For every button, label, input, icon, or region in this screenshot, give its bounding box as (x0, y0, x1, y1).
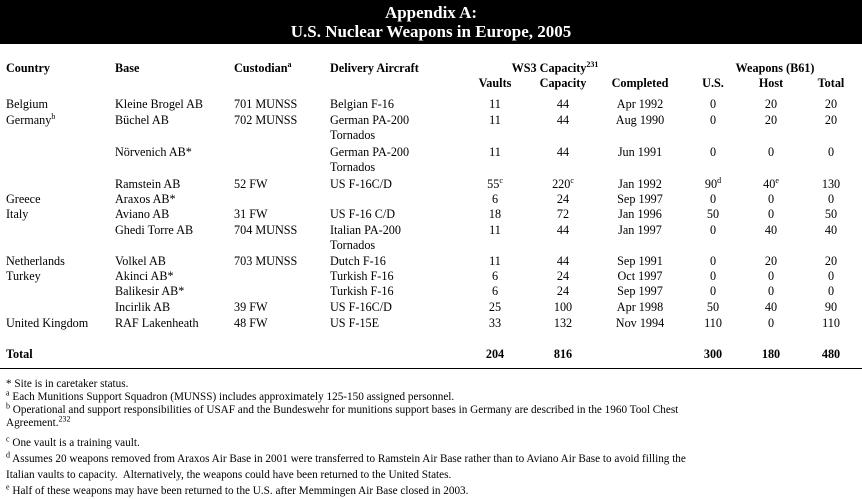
cell-us: 50 (706, 207, 720, 221)
footnote-line: * Site is in caretaker status. (6, 378, 129, 390)
total-vaults: 204 (485, 347, 505, 361)
cell-us: 0 (709, 254, 717, 268)
cell-capacity: 100 (553, 300, 573, 314)
footnote-line: $^a$ Each Munitions Support Squadron (MUNSS) includes approximately 125-150 assigned personnel. (6, 388, 455, 403)
cell-host: 0 (767, 269, 775, 283)
header-custodian: Custodian$^a$ (234, 59, 292, 75)
cell-capacity: 220$^c$ (552, 175, 574, 191)
cell-us: 0 (709, 145, 717, 159)
cell-country: Greece (6, 192, 41, 206)
cell-capacity: 132 (553, 316, 573, 330)
table-title: U.S. Nuclear Weapons in Europe, 2005 (290, 22, 572, 41)
cell-host: 0 (767, 284, 775, 298)
cell-custodian: 48 FW (234, 316, 268, 330)
cell-custodian: 52 FW (234, 177, 268, 191)
cell-aircraft-line2: Tornados (330, 128, 376, 142)
cell-aircraft: US F-16 C/D (330, 207, 396, 221)
cell-base: Ghedi Torre AB (115, 223, 194, 237)
total-host: 180 (761, 347, 781, 361)
cell-base: Volkel AB (115, 254, 166, 268)
cell-total: 50 (824, 207, 838, 221)
header-us: U.S. (702, 76, 724, 90)
cell-total: 90 (824, 300, 838, 314)
cell-aircraft: Turkish F-16 (330, 284, 394, 298)
cell-host: 0 (767, 145, 775, 159)
cell-aircraft-line2: Tornados (330, 160, 376, 174)
total-total: 480 (821, 347, 841, 361)
cell-base: Nörvenich AB* (115, 145, 192, 159)
header-ws3-capacity: WS3 Capacity$^{231}$ (511, 59, 599, 75)
cell-aircraft-line2: Tornados (330, 238, 376, 252)
cell-us: 110 (704, 316, 722, 330)
cell-base: Akinci AB* (115, 269, 174, 283)
cell-capacity: 24 (556, 284, 570, 298)
cell-aircraft: Turkish F-16 (330, 269, 394, 283)
cell-host: 40 (764, 223, 778, 237)
cell-custodian: 39 FW (234, 300, 268, 314)
header-delivery-aircraft: Delivery Aircraft (330, 61, 419, 75)
cell-capacity: 44 (556, 113, 570, 127)
cell-vaults: 55$^c$ (487, 175, 503, 191)
cell-vaults: 6 (491, 192, 499, 206)
footnote-line: $^b$ Operational and support responsibilities of USAF and the Bundeswehr for munitions support bases in Germany are described in the 1960 Tool Chest (6, 401, 679, 416)
title-banner (0, 0, 862, 44)
cell-custodian: 703 MUNSS (234, 254, 298, 268)
cell-country: Germany$^b$ (6, 111, 56, 127)
cell-host: 20 (764, 113, 778, 127)
cell-us: 0 (709, 192, 717, 206)
cell-us: 0 (709, 97, 717, 111)
header-vaults: Vaults (478, 76, 512, 90)
cell-country: Italy (6, 207, 29, 221)
cell-vaults: 11 (489, 254, 501, 268)
cell-aircraft: Italian PA-200 (330, 223, 401, 237)
cell-total: 110 (822, 316, 840, 330)
cell-country: Netherlands (6, 254, 65, 268)
cell-total: 0 (827, 284, 835, 298)
cell-completed: Apr 1998 (616, 300, 664, 314)
cell-host: 0 (767, 316, 775, 330)
cell-total: 130 (821, 177, 841, 191)
footnote-line: Agreement.$^{232}$ (6, 414, 71, 429)
cell-us: 50 (706, 300, 720, 314)
cell-completed: Nov 1994 (615, 316, 665, 330)
header-completed: Completed (611, 76, 669, 90)
cell-total: 20 (824, 97, 838, 111)
cell-vaults: 11 (489, 113, 501, 127)
header-capacity: Capacity (539, 76, 587, 90)
footnote-line: $^c$ One vault is a training vault. (6, 434, 140, 449)
cell-host: 40 (764, 300, 778, 314)
cell-us: 0 (709, 269, 717, 283)
cell-total: 0 (827, 269, 835, 283)
cell-total: 0 (827, 192, 835, 206)
cell-aircraft: US F-15E (330, 316, 380, 330)
header-weapons-b61: Weapons (B61) (735, 61, 815, 75)
total-us: 300 (703, 347, 723, 361)
cell-capacity: 44 (556, 97, 570, 111)
total-capacity: 816 (553, 347, 573, 361)
footnote-line: Italian vaults to capacity. Alternatively, the weapons could have been returned to the United States. (6, 469, 452, 481)
cell-completed: Apr 1992 (616, 97, 664, 111)
cell-capacity: 72 (556, 207, 570, 221)
cell-base: Balikesir AB* (115, 284, 185, 298)
cell-country: United Kingdom (6, 316, 89, 330)
cell-us: 0 (709, 284, 717, 298)
cell-custodian: 704 MUNSS (234, 223, 298, 237)
cell-custodian: 701 MUNSS (234, 97, 298, 111)
cell-aircraft: US F-16C/D (330, 300, 392, 314)
cell-capacity: 44 (556, 254, 570, 268)
cell-completed: Jan 1996 (618, 207, 662, 221)
cell-capacity: 44 (556, 223, 570, 237)
cell-completed: Sep 1997 (617, 192, 663, 206)
cell-host: 20 (764, 97, 778, 111)
cell-aircraft: Belgian F-16 (330, 97, 394, 111)
cell-base: Aviano AB (115, 207, 170, 221)
cell-completed: Jun 1991 (617, 145, 663, 159)
cell-capacity: 24 (556, 269, 570, 283)
footnote-line: $^e$ Half of these weapons may have been returned to the U.S. after Memmingen Air Base closed in 2003. (6, 482, 469, 497)
header-base: Base (115, 61, 140, 75)
cell-base: RAF Lakenheath (115, 316, 199, 330)
cell-total: 20 (824, 113, 838, 127)
cell-aircraft: German PA-200 (330, 145, 410, 159)
cell-base: Araxos AB* (115, 192, 176, 206)
cell-vaults: 33 (488, 316, 502, 330)
cell-total: 20 (824, 254, 838, 268)
cell-base: Ramstein AB (115, 177, 181, 191)
cell-custodian: 702 MUNSS (234, 113, 298, 127)
cell-host: 0 (767, 207, 775, 221)
cell-aircraft: US F-16C/D (330, 177, 392, 191)
cell-total: 40 (824, 223, 838, 237)
footnote-line: $^d$ Assumes 20 weapons removed from Araxos Air Base in 2001 were transferred to Ramstein Air Base rather than to Aviano Air Base to avoid filling the (6, 450, 686, 465)
cell-host: 20 (764, 254, 778, 268)
total-label: Total (6, 347, 33, 361)
cell-vaults: 18 (488, 207, 502, 221)
cell-total: 0 (827, 145, 835, 159)
cell-host: 0 (767, 192, 775, 206)
cell-country: Belgium (6, 97, 48, 111)
cell-base: Kleine Brogel AB (115, 97, 204, 111)
cell-us: 0 (709, 223, 717, 237)
appendix-label: Appendix A: (384, 3, 478, 22)
cell-vaults: 25 (488, 300, 502, 314)
cell-us: 0 (709, 113, 717, 127)
cell-base: Büchel AB (115, 113, 169, 127)
cell-vaults: 11 (489, 223, 501, 237)
cell-custodian: 31 FW (234, 207, 268, 221)
cell-vaults: 11 (489, 97, 501, 111)
cell-vaults: 6 (491, 284, 499, 298)
cell-completed: Sep 1997 (617, 284, 663, 298)
cell-completed: Aug 1990 (615, 113, 665, 127)
cell-country: Turkey (6, 269, 41, 283)
cell-host: 40e (763, 175, 779, 191)
cell-completed: Oct 1997 (617, 269, 663, 283)
cell-completed: Jan 1992 (618, 177, 662, 191)
cell-completed: Jan 1997 (618, 223, 662, 237)
header-country: Country (6, 61, 51, 75)
cell-capacity: 44 (556, 145, 570, 159)
cell-vaults: 6 (491, 269, 499, 283)
header-total: Total (817, 76, 845, 90)
header-host: Host (758, 76, 784, 90)
cell-vaults: 11 (489, 145, 501, 159)
footnote-divider (0, 368, 862, 369)
cell-completed: Sep 1991 (617, 254, 663, 268)
cell-base: Incirlik AB (115, 300, 171, 314)
cell-us: 90$^d$ (704, 175, 722, 191)
cell-aircraft: German PA-200 (330, 113, 410, 127)
cell-capacity: 24 (556, 192, 570, 206)
cell-aircraft: Dutch F-16 (330, 254, 386, 268)
